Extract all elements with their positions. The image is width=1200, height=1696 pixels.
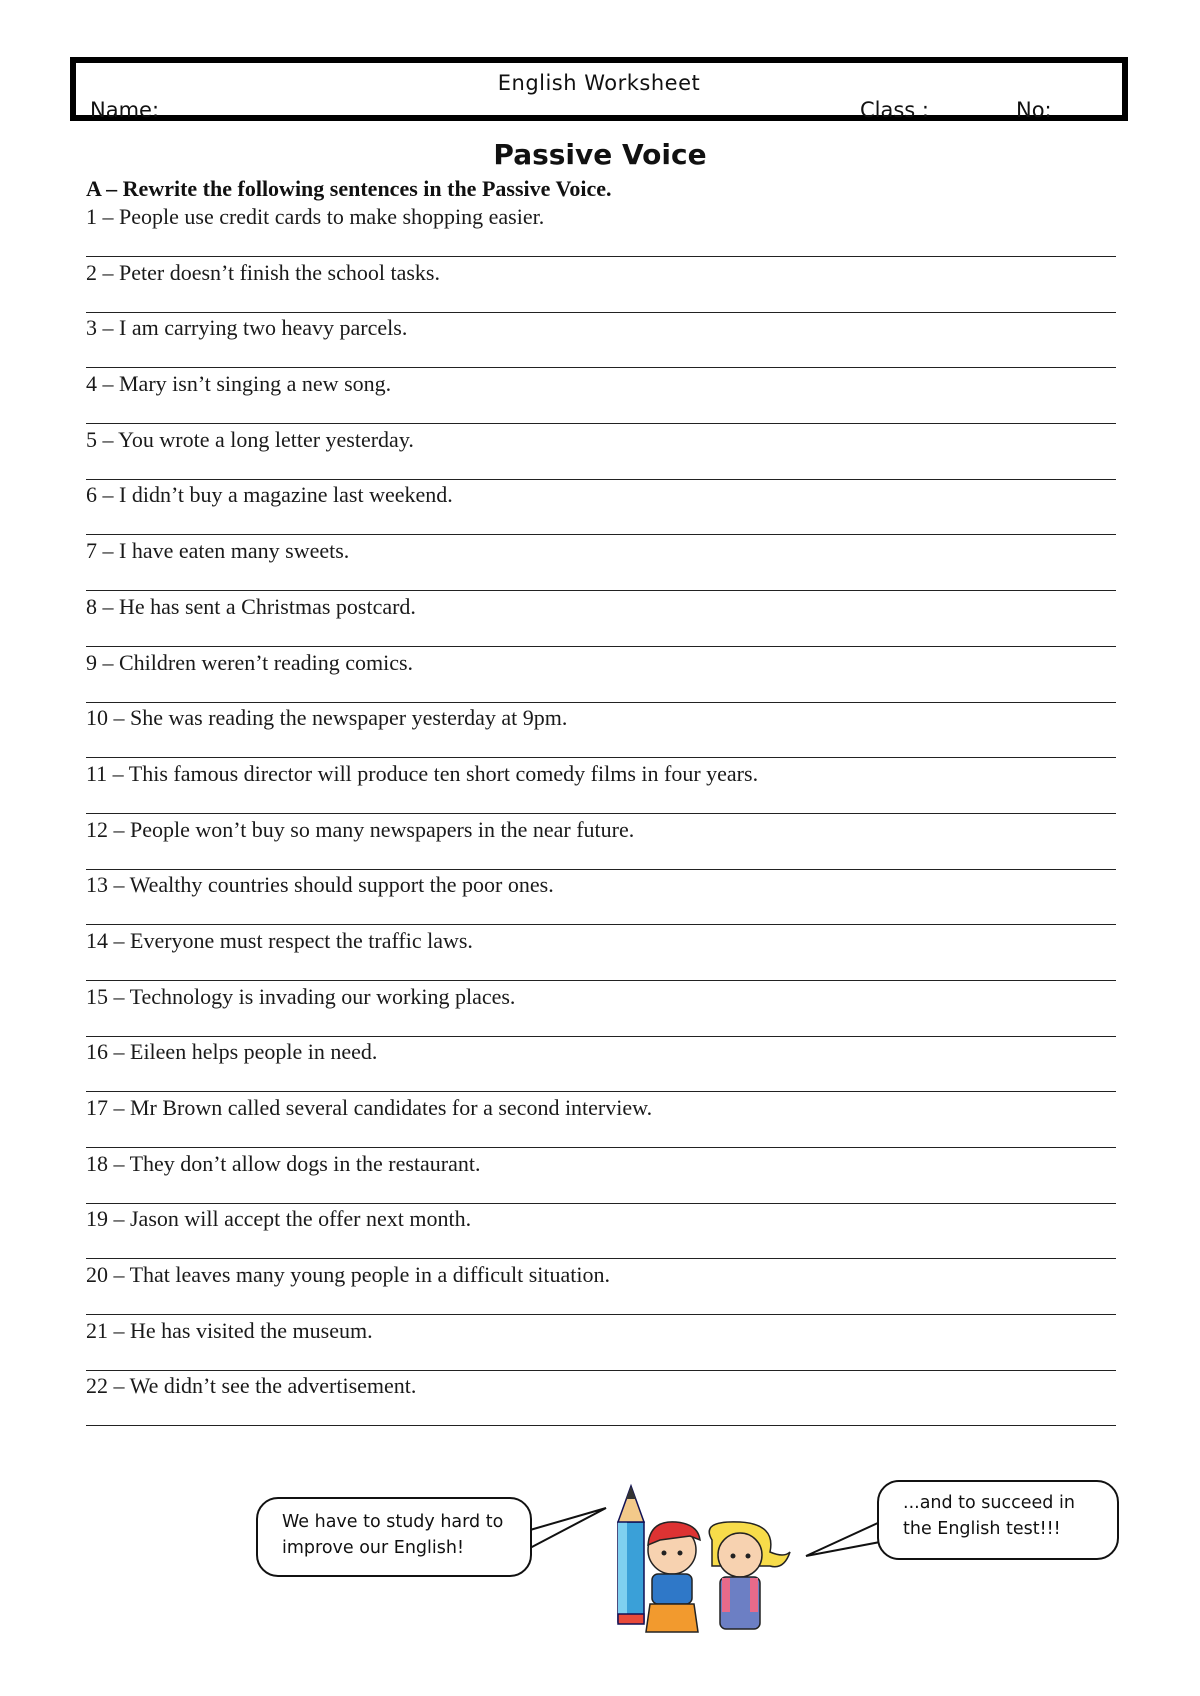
question-text: 18 – They don’t allow dogs in the restaurant. [86,1150,481,1176]
question-text: 8 – He has sent a Christmas postcard. [86,593,416,619]
question-text: 3 – I am carrying two heavy parcels. [86,315,408,341]
question-text: 6 – I didn’t buy a magazine last weekend. [86,482,453,508]
question-text: 11 – This famous director will produce ten short comedy films in four years. [86,760,759,786]
speech-bubble-right-line2: the English test!!! [903,1519,1061,1539]
question-text: 16 – Eileen helps people in need. [86,1039,378,1065]
question-text: 10 – She was reading the newspaper yesterday at 9pm. [86,705,568,731]
question-text: 22 – We didn’t see the advertisement. [86,1373,417,1399]
question-text: 5 – You wrote a long letter yesterday. [86,426,414,452]
speech-bubble-left-line1: We have to study hard to [282,1512,504,1532]
speech-bubble-left-line2: improve our English! [282,1538,464,1558]
question-text: 17 – Mr Brown called several candidates for a second interview. [86,1095,653,1120]
class-label: Class : [860,98,929,122]
speech-tail-left [530,1508,606,1548]
speech-bubble-right [877,1480,1119,1560]
speech-bubble-right-line1: ...and to succeed in [903,1493,1075,1513]
question-text: 4 – Mary isn’t singing a new song. [86,371,392,397]
name-label: Name: [90,98,160,122]
question-text: 21 – He has visited the museum. [86,1317,373,1343]
question-text: 1 – People use credit cards to make shopping easier. [86,204,545,229]
question-text: 12 – People won’t buy so many newspapers in the near future. [86,816,635,842]
question-text: 7 – I have eaten many sweets. [86,538,350,564]
question-text: 20 – That leaves many young people in a difficult situation. [86,1262,611,1288]
number-label: No: [1016,98,1052,122]
question-text: 19 – Jason will accept the offer next month. [86,1206,472,1232]
speech-bubble-left [256,1497,532,1577]
question-text: 13 – Wealthy countries should support the poor ones. [86,872,554,898]
question-text: 9 – Children weren’t reading comics. [86,649,414,675]
boy-character-icon [646,1522,700,1632]
question-text: 14 – Everyone must respect the traffic laws. [86,927,473,953]
page-title: Passive Voice [493,138,707,171]
question-text: 15 – Technology is invading our working places. [86,983,516,1009]
pencil-icon [618,1486,644,1624]
question-text: 2 – Peter doesn’t finish the school tasks. [86,259,440,285]
exercise-instruction: A – Rewrite the following sentences in the Passive Voice. [86,176,612,201]
girl-character-icon [709,1522,790,1629]
speech-tail-right [806,1522,880,1556]
worksheet-title: English Worksheet [497,71,701,95]
